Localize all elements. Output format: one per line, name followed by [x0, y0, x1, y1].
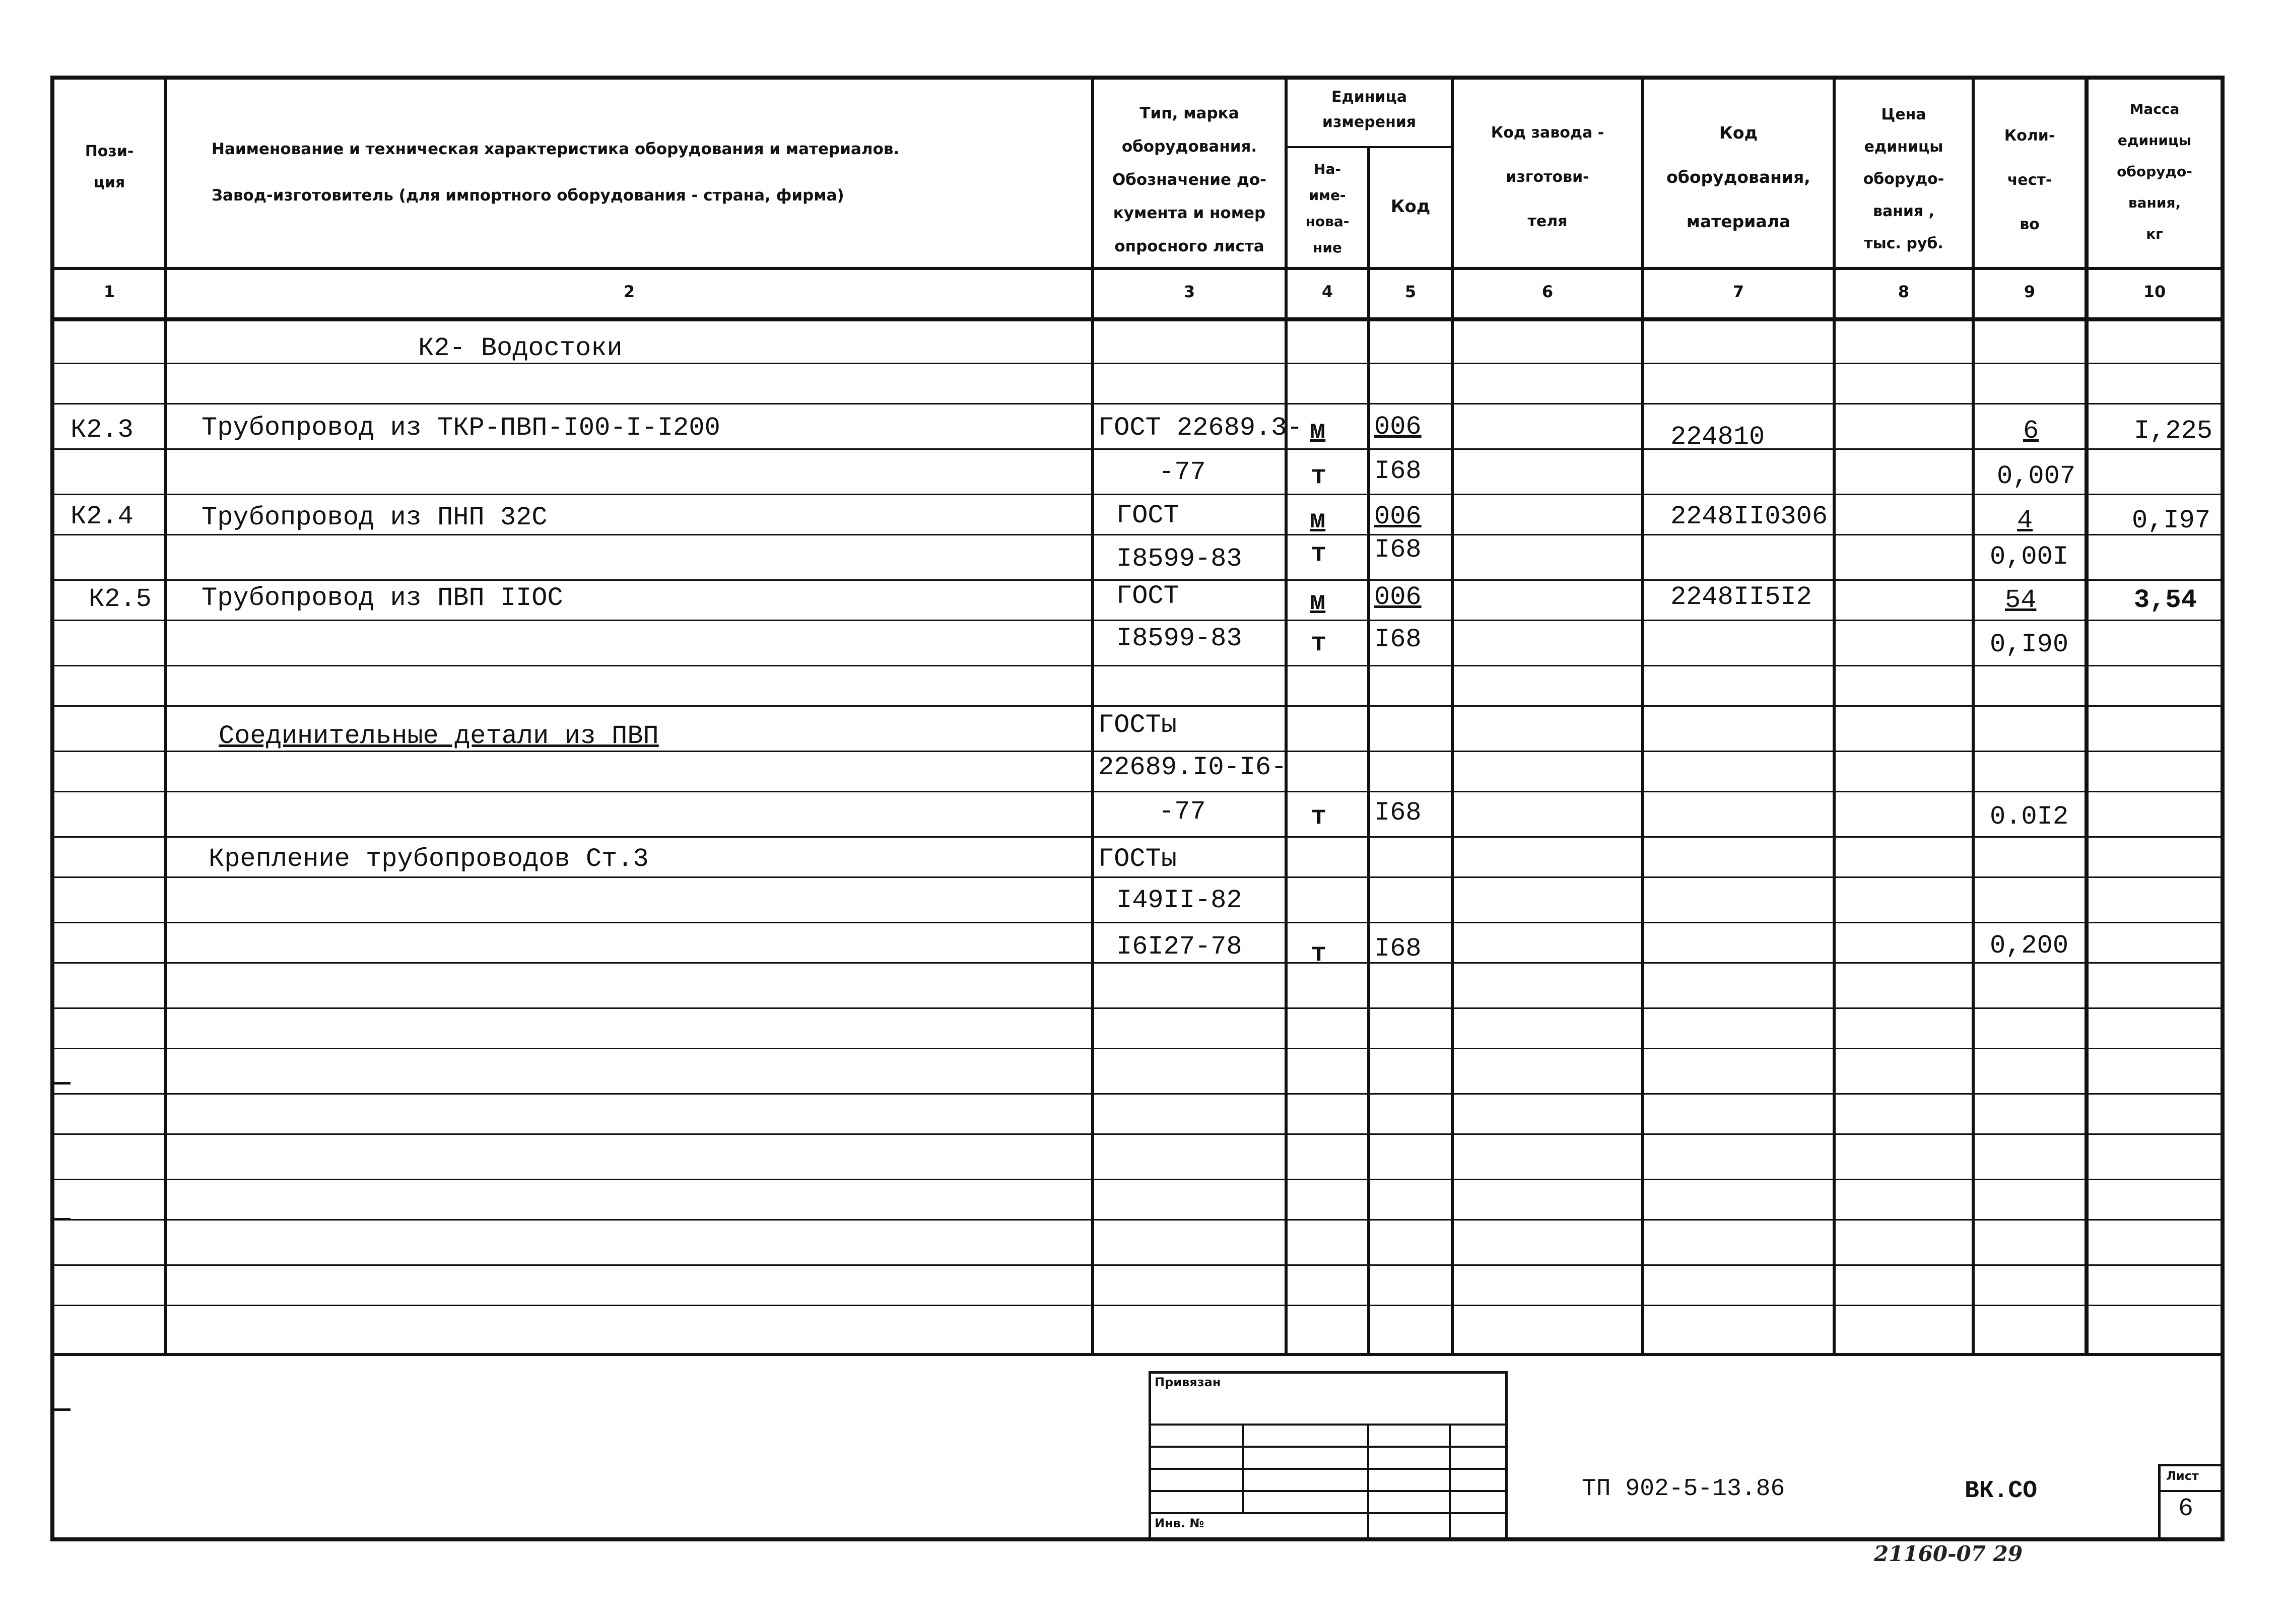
row-quantity: 0,200 [1990, 931, 2069, 961]
header-price-line: вания , [1872, 202, 1935, 220]
row-equip-code: 2248II0306 [1670, 502, 1828, 531]
header-position [54, 136, 164, 198]
stamp-col [1242, 1424, 1244, 1512]
header-name-line: Завод-изготовитель (для импортного оборудования - страна, фирма) [212, 186, 844, 205]
header-quantity-line: во [2020, 216, 2040, 233]
col-number: 7 [1732, 282, 1744, 301]
header-unit-line: Единица [1331, 88, 1407, 106]
section-title: К2- Водостоки [418, 333, 623, 363]
sheet-number: 6 [2178, 1495, 2194, 1523]
row-doc: ГОСТ 22689.3- [1098, 413, 1303, 443]
row-line [50, 1048, 2225, 1049]
row-position: К2.5 [89, 584, 152, 614]
stamp-inv-label: Инв. № [1155, 1516, 1204, 1530]
header-price-line: тыс. руб. [1864, 235, 1943, 252]
header-quantity-line: чест- [2007, 171, 2052, 189]
frame-top [50, 76, 2225, 80]
frame-right [2221, 76, 2225, 1541]
stamp-row [1149, 1468, 1507, 1470]
header-unit-code: Код [1390, 196, 1431, 217]
row-equip-code: 224810 [1670, 422, 1765, 452]
row-line [50, 962, 2225, 964]
header-doc-line: оборудования. [1121, 138, 1257, 156]
col-line-5 [1451, 76, 1454, 1355]
table-bottom-rule [50, 1353, 2225, 1356]
row-equip-code: 2248II5I2 [1670, 582, 1812, 612]
row-name: Крепление трубопроводов Ст.3 [209, 844, 649, 874]
numbers-rule [50, 317, 2225, 321]
header-doc-line: Тип, марка [1139, 104, 1239, 122]
row-quantity: 4 [2017, 506, 2033, 535]
row-doc: ГОСТ [1116, 581, 1179, 611]
col-number: 1 [103, 282, 115, 301]
row-unit-code: 006 [1374, 502, 1422, 531]
row-line [50, 705, 2225, 707]
row-line [50, 1133, 2225, 1135]
stamp-row [1149, 1512, 1507, 1514]
stamp-col [1449, 1424, 1451, 1537]
header-mass [2089, 94, 2221, 250]
row-line [50, 403, 2225, 404]
row-unit: м [1310, 506, 1326, 535]
header-doc-line: кумента и номер [1113, 204, 1266, 222]
row-line [50, 363, 2225, 364]
header-quantity [1975, 114, 2085, 247]
header-mass-line: Масса [2129, 101, 2180, 117]
header-maker-code-line: теля [1527, 213, 1568, 230]
row-line [50, 1093, 2225, 1095]
header-mass-line: вания, [2128, 194, 2181, 211]
row-line [50, 1007, 2225, 1009]
row-quantity: 0.0I2 [1990, 802, 2069, 832]
header-position-line: Пози- [85, 143, 134, 160]
header-equip-code [1644, 111, 1833, 244]
header-mass-line: единицы [2117, 132, 2192, 149]
doc-number: ТП 902-5-13.86 [1582, 1475, 1785, 1503]
row-unit: т [1311, 939, 1327, 969]
row-line [50, 620, 2225, 621]
frame-bottom [50, 1537, 2225, 1541]
header-maker-code-line: изготови- [1506, 168, 1589, 186]
row-name: Соединительные детали из ПВП [219, 721, 659, 751]
row-line [50, 1305, 2225, 1306]
margin-tick [50, 1082, 71, 1085]
row-line [50, 1264, 2225, 1266]
header-maker-code [1454, 111, 1641, 244]
row-line [50, 665, 2225, 666]
header-unit-name [1288, 156, 1367, 261]
row-name: Трубопровод из ТКР-ПВП-I00-I-I200 [201, 413, 720, 443]
archive-number: 21160-07 29 [1874, 1541, 2023, 1566]
row-doc: I6I27-78 [1116, 932, 1242, 962]
row-mass: I,225 [2134, 416, 2213, 446]
col-line-2 [1091, 76, 1094, 1355]
row-unit-code: 006 [1374, 582, 1422, 612]
col-number: 5 [1404, 282, 1417, 301]
frame-left [50, 76, 54, 1541]
row-name: Трубопровод из ПНП 32С [201, 503, 548, 532]
row-line [50, 534, 2225, 535]
doc-code: ВК.СО [1965, 1477, 2038, 1505]
col-number: 3 [1183, 282, 1195, 301]
row-doc: ГОСТы [1098, 710, 1177, 740]
row-unit: м [1310, 416, 1326, 446]
col-number: 2 [623, 282, 635, 301]
header-equip-code-line: материала [1686, 212, 1791, 231]
row-unit-code: 006 [1374, 412, 1422, 442]
sheet-box-left [2158, 1464, 2161, 1539]
row-line [50, 922, 2225, 923]
row-line [50, 1179, 2225, 1180]
col-number: 9 [2024, 282, 2036, 301]
stamp-row [1149, 1490, 1507, 1492]
row-unit: т [1311, 802, 1327, 832]
row-quantity: 0,00I [1990, 542, 2069, 572]
header-doc-line: Обозначение до- [1112, 171, 1267, 189]
row-doc: -77 [1159, 457, 1206, 487]
header-unit-name-line: нова- [1305, 213, 1350, 230]
header-mass-line: кг [2146, 226, 2163, 242]
header-unit-name-line: ние [1313, 239, 1342, 256]
header-name-line: Наименование и техническая характеристика оборудования и материалов. [212, 140, 900, 158]
header-mass-line: оборудо- [2117, 163, 2192, 180]
row-unit: т [1311, 629, 1327, 658]
sheet-label: Лист [2166, 1469, 2199, 1483]
row-doc: I49II-82 [1116, 886, 1242, 915]
row-line [50, 791, 2225, 792]
col-line-3 [1285, 76, 1288, 1355]
stamp-col [1367, 1424, 1369, 1537]
header-price [1836, 99, 1972, 260]
row-line [50, 1219, 2225, 1221]
header-unit-group [1288, 85, 1451, 135]
row-doc: ГОСТы [1098, 844, 1177, 874]
row-quantity: 54 [2005, 585, 2037, 615]
row-unit: м [1310, 587, 1326, 617]
header-equip-code-line: оборудования, [1666, 167, 1810, 187]
margin-tick [50, 1218, 71, 1221]
row-quantity: 6 [2023, 416, 2039, 446]
margin-tick [50, 1408, 71, 1411]
row-line [50, 448, 2225, 450]
header-price-line: Цена [1881, 106, 1926, 123]
row-quantity: 0,I90 [1990, 630, 2069, 659]
sheet-box-top [2158, 1464, 2223, 1466]
col-line-8 [1972, 76, 1975, 1355]
row-mass: 3,54 [2134, 585, 2197, 615]
header-unit-line: измерения [1322, 113, 1417, 131]
row-doc: I8599-83 [1116, 624, 1242, 653]
stamp-bound-label: Привязан [1155, 1375, 1221, 1389]
stamp-row [1149, 1424, 1507, 1426]
header-quantity-line: Коли- [2004, 127, 2055, 145]
row-name: Трубопровод из ПВП IIOC [201, 583, 563, 613]
header-unit-name-line: На- [1314, 161, 1341, 177]
row-position: К2.3 [71, 415, 133, 445]
col-line-6 [1641, 76, 1644, 1355]
header-position-line: ция [93, 174, 125, 191]
row-line [50, 579, 2225, 581]
header-unit-name-line: име- [1309, 187, 1346, 204]
col-number: 8 [1898, 282, 1910, 301]
row-doc: -77 [1159, 797, 1206, 827]
header-rule [50, 267, 2225, 270]
header-price-line: оборудо- [1863, 170, 1944, 188]
sheet-box-mid [2158, 1490, 2223, 1492]
header-price-line: единицы [1864, 138, 1943, 156]
row-line [50, 876, 2225, 878]
row-unit-code: I68 [1374, 934, 1422, 964]
header-equip-code-line: Код [1719, 123, 1758, 143]
header-doc-line: опросного листа [1114, 237, 1264, 255]
row-mass: 0,I97 [2132, 506, 2211, 535]
col-line-9 [2085, 76, 2089, 1355]
col-line-7 [1833, 76, 1836, 1355]
stamp-row [1149, 1446, 1507, 1448]
row-line [50, 836, 2225, 838]
row-unit-code: I68 [1374, 798, 1422, 828]
row-position: К2.4 [71, 502, 133, 531]
row-unit: т [1311, 461, 1327, 491]
header-name [212, 126, 1078, 219]
row-unit-code: I68 [1374, 535, 1422, 565]
row-quantity: 0,007 [1997, 461, 2076, 491]
row-doc: 22689.I0-I6- [1098, 753, 1287, 782]
row-unit-code: I68 [1374, 456, 1422, 486]
col-line-1 [164, 76, 167, 1355]
col-number: 4 [1321, 282, 1333, 301]
header-maker-code-line: Код завода - [1491, 124, 1604, 142]
row-unit-code: I68 [1374, 625, 1422, 654]
col-number: 6 [1541, 282, 1554, 301]
row-doc: I8599-83 [1116, 544, 1242, 574]
row-unit: т [1311, 539, 1327, 569]
header-doc [1094, 97, 1285, 263]
row-doc: ГОСТ [1116, 501, 1179, 530]
row-line [50, 494, 2225, 495]
stamp-box-top [1149, 1371, 1507, 1374]
col-number: 10 [2143, 282, 2166, 301]
